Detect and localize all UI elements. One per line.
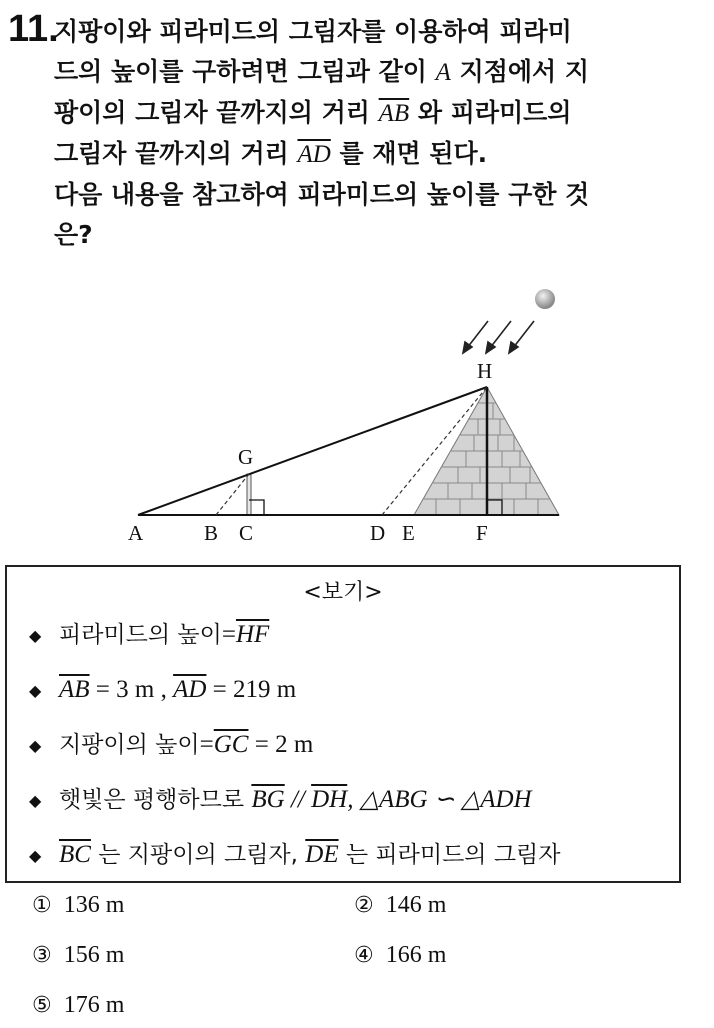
segment-ab: $\overline{AB}$ bbox=[59, 676, 90, 703]
hint-box-title: <보기> bbox=[303, 580, 383, 605]
segment-de: $\overline{DE}$ bbox=[305, 841, 339, 868]
label-b: B bbox=[204, 521, 219, 545]
segment-ad: $\overline{AD}$ bbox=[297, 141, 331, 168]
choice-value: 156 m bbox=[63, 942, 125, 968]
question-text bbox=[54, 12, 694, 255]
line-text: 드의 높이를 구하려면 그림과 같이 bbox=[54, 57, 436, 86]
hint-text: = bbox=[221, 621, 236, 648]
segment-hf: $\overline{HF}$ bbox=[235, 621, 270, 648]
hint-text: // bbox=[284, 786, 312, 813]
sun-icon bbox=[535, 289, 555, 309]
line-text: 를 재면 된다. bbox=[330, 139, 488, 168]
line-text: 그림자 끝까지의 거리 bbox=[54, 139, 298, 168]
pyramid-shadow-figure bbox=[118, 278, 568, 546]
choice-value: 146 m bbox=[385, 892, 447, 918]
hint-text: = 3 m , bbox=[89, 676, 174, 703]
line-text: 다음 내용을 참고하여 피라미드의 높이를 구한 것 bbox=[54, 180, 590, 209]
segment-dh: $\overline{DH}$ bbox=[311, 786, 348, 813]
line-text: 와 피라미드의 bbox=[409, 98, 572, 127]
label-c: C bbox=[239, 521, 254, 545]
hint-text: 는 지팡이의 그림자, bbox=[90, 842, 306, 868]
walking-stick bbox=[247, 474, 251, 515]
question-line-1 bbox=[54, 12, 694, 52]
choice-1[interactable] bbox=[32, 892, 124, 919]
line-text: 지팡이와 피라미드의 그림자를 이용하여 피라미 bbox=[54, 17, 572, 46]
label-a: A bbox=[128, 521, 144, 545]
hint-item-5 bbox=[29, 834, 679, 889]
hint-text: 햇빛은 평행하므로 bbox=[59, 787, 252, 813]
question-line-4 bbox=[54, 134, 694, 175]
point-a-variable: A bbox=[435, 59, 451, 86]
bullet-icon: ◆ bbox=[29, 845, 42, 865]
hint-text: 피라미드의 높이 bbox=[59, 622, 222, 648]
hint-text: = 219 m bbox=[206, 676, 297, 703]
bullet-icon: ◆ bbox=[29, 625, 42, 645]
choice-3[interactable] bbox=[32, 942, 124, 969]
label-g: G bbox=[238, 445, 254, 469]
bullet-icon: ◆ bbox=[29, 735, 42, 755]
choice-mark: ⑤ bbox=[32, 993, 52, 1018]
choice-value: 176 m bbox=[63, 992, 125, 1018]
hint-item-2 bbox=[29, 669, 679, 724]
segment-ad: $\overline{AD}$ bbox=[173, 676, 207, 703]
question-line-5 bbox=[54, 175, 694, 215]
line-text: 지점에서 지 bbox=[450, 57, 590, 86]
choice-2[interactable] bbox=[354, 892, 446, 919]
choice-value: 136 m bbox=[63, 892, 125, 918]
hint-text: = bbox=[199, 731, 214, 758]
bullet-icon: ◆ bbox=[29, 790, 42, 810]
segment-bg: $\overline{BG}$ bbox=[251, 786, 285, 813]
hint-item-1 bbox=[29, 614, 679, 669]
hint-item-4 bbox=[29, 779, 679, 834]
question-line-2 bbox=[54, 52, 694, 93]
bullet-icon: ◆ bbox=[29, 680, 42, 700]
choice-mark: ③ bbox=[32, 943, 52, 968]
hint-list bbox=[7, 614, 679, 889]
question-line-6 bbox=[54, 215, 694, 255]
hint-item-3 bbox=[29, 724, 679, 779]
label-e: E bbox=[402, 521, 415, 545]
choice-mark: ① bbox=[32, 893, 52, 918]
line-text: 팡이의 그림자 끝까지의 거리 bbox=[54, 98, 379, 127]
label-h: H bbox=[477, 359, 493, 383]
question-number: 11. bbox=[8, 8, 59, 50]
label-f: F bbox=[476, 521, 488, 545]
question-line-3 bbox=[54, 93, 694, 134]
segment-bc: $\overline{BC}$ bbox=[59, 841, 91, 868]
hint-box bbox=[5, 565, 681, 883]
line-text: 은? bbox=[54, 220, 93, 249]
hint-text: 는 피라미드의 그림자 bbox=[338, 842, 561, 868]
hint-text: = 2 m bbox=[248, 731, 314, 758]
choice-mark: ④ bbox=[354, 943, 374, 968]
hint-text: , △ABG ∽ △ADH bbox=[347, 786, 532, 813]
hint-text: 지팡이의 높이 bbox=[59, 732, 200, 758]
choice-5[interactable] bbox=[32, 992, 124, 1019]
choice-mark: ② bbox=[354, 893, 374, 918]
label-d: D bbox=[370, 521, 386, 545]
sun-ray-arrows bbox=[463, 321, 534, 353]
segment-ab: $\overline{AB}$ bbox=[378, 100, 410, 127]
segment-gc: $\overline{GC}$ bbox=[213, 731, 249, 758]
choice-4[interactable] bbox=[354, 942, 446, 969]
choice-value: 166 m bbox=[385, 942, 447, 968]
